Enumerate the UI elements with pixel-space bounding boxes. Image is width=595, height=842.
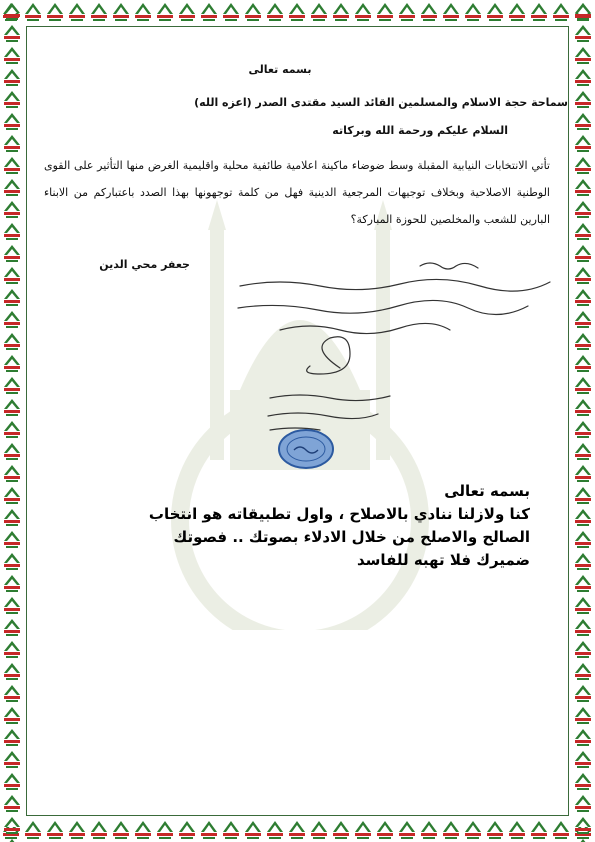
- reply-line-2: كنا ولازلنا ننادي بالاصلاح ، واول تطبيقاته هو انتخاب: [148, 505, 530, 523]
- reply-transcription: [60, 480, 530, 572]
- letter-question: تأتي الانتخابات النيابية المقبلة وسط ضوضاء ماكينة اعلامية طائفية محلية واقليمية الغرض منها التأثير على القوى الوطنية الاصلاحية وبخلاف توجيهات المرجعية الدينية فهل من كلمة توجهونها بهذا الصدد باعتباركم من الابناء البارين للشعب والمخلصين للحوزة المباركة؟: [44, 159, 550, 226]
- letter-title: بسمه تعالى: [248, 63, 312, 76]
- blue-stamp-seal: [276, 428, 336, 470]
- letter-addressee: سماحة حجة الاسلام والمسلمين القائد السيد مقتدى الصدر (اعزه الله): [194, 96, 568, 109]
- handwritten-reply-image: [220, 258, 560, 438]
- reply-line-3: الصالح والاصلح من خلال الادلاء بصوتك .. فصوتك: [173, 528, 530, 546]
- reply-line-1: بسمه تعالى: [444, 482, 530, 500]
- decorative-border-left: [0, 0, 24, 842]
- reply-line-4: ضميرك فلا تهبه للفاسد: [357, 551, 530, 569]
- decorative-border-top: [0, 0, 595, 24]
- letter-greeting: السلام عليكم ورحمة الله وبركاته: [332, 124, 508, 137]
- decorative-border-bottom: [0, 818, 595, 842]
- decorative-border-right: [571, 0, 595, 842]
- letter-signer: جعفر محي الدين: [99, 258, 190, 271]
